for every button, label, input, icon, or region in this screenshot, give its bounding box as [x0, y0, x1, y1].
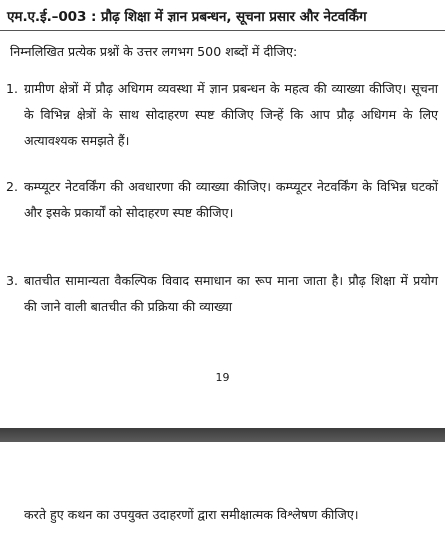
question-1: [6, 76, 438, 154]
question-text: कम्प्यूटर नेटवर्किंग की अवधारणा की व्याख्या कीजिए। कम्प्यूटर नेटवर्किंग के विभिन्न घटकों और इसके प्रकार्यों को सोदाहरण स्पष्ट कीजिए।: [24, 179, 438, 220]
question-number: 3.: [6, 273, 19, 288]
question-text: बातचीत सामान्यता वैकल्पिक विवाद समाधान का रूप माना जाता है। प्रौढ़ शिक्षा में प्रयोग की जाने वाली बातचीत की प्रक्रिया की व्याख्या: [24, 273, 438, 314]
title-divider: [0, 30, 445, 31]
instructions-text: निम्नलिखित प्रत्येक प्रश्नों के उत्तर लगभग 500 शब्दों में दीजिए:: [10, 44, 298, 59]
question-3: [6, 268, 438, 320]
question-number: 2.: [6, 179, 19, 194]
document-title: एम.ए.ई.–003 : प्रौढ़ शिक्षा में ज्ञान प्रबन्धन, सूचना प्रसार और नेटवर्किंग: [7, 9, 367, 25]
page-break-bar: [0, 428, 445, 442]
question-number: 1.: [6, 81, 19, 96]
continuation-text: करते हुए कथन का उपयुक्त उदाहरणों द्वारा समीक्षात्मक विश्लेषण कीजिए।: [24, 507, 359, 522]
question-text: ग्रामीण क्षेत्रों में प्रौढ़ अधिगम व्यवस्था में ज्ञान प्रबन्धन के महत्व की व्याख्या कीजिए। सूचना के विभिन्न क्षेत्रों के साथ सोदाहरण स्पष्ट कीजिए जिन्हें कि आप प्रौढ़ अधिगम के लिए अत्यावश्यक समझते हैं।: [24, 81, 438, 148]
page-number: 19: [215, 371, 230, 384]
question-2: [6, 174, 438, 226]
